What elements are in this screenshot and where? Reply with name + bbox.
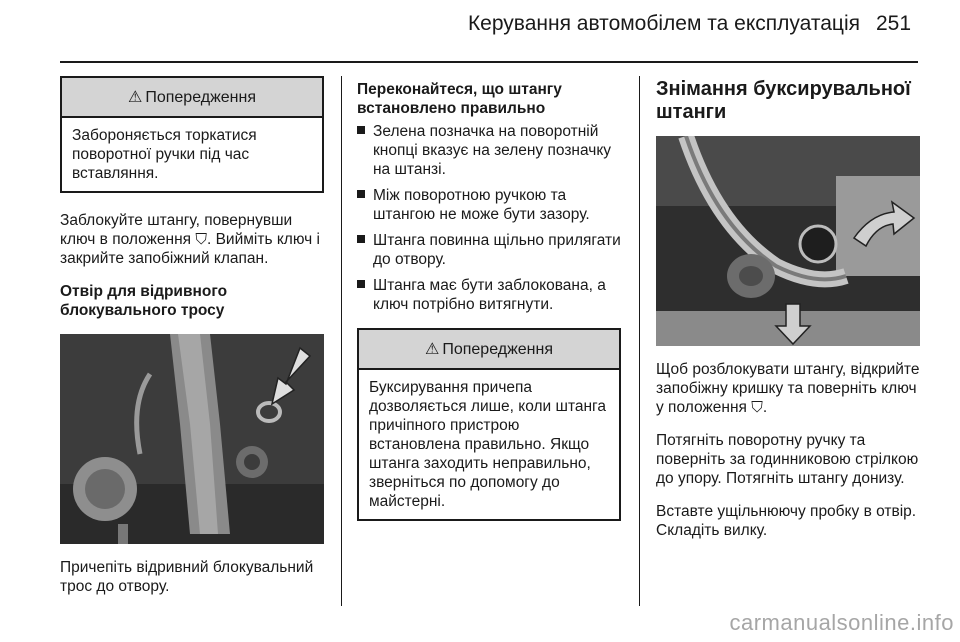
warning-title: Попередження — [442, 340, 554, 358]
list-item: Між поворотною ручкою та штангою не може бути зазору. — [357, 186, 621, 224]
photo-cable-eyelet — [60, 334, 324, 544]
subheading: Отвір для відривного блокувального тросу — [60, 283, 228, 319]
image-caption: Причепіть відривний блокувальний трос до отвору. — [60, 559, 314, 595]
bullet-icon — [357, 126, 365, 134]
section-title: Знімання буксирувальної штанги — [656, 78, 911, 123]
paragraph: Потягніть поворотну ручку та поверніть за годинниковою стрілкою до упору. Потягніть штангу донизу. — [656, 432, 919, 487]
paragraph: Вставте ущільнюючу пробку в отвір. Складіть вилку. — [656, 503, 917, 539]
warning-triangle-icon: ⚠ — [127, 88, 143, 106]
middle-column — [357, 80, 621, 537]
left-column — [60, 76, 324, 610]
page-number: 251 — [876, 12, 912, 35]
bullet-icon — [357, 280, 365, 288]
right-column — [656, 78, 922, 554]
paragraph: Щоб розблокувати штангу, відкрийте запобіжну кришку та поверніть ключ у положення ⛉. — [656, 361, 920, 416]
warning-box — [60, 76, 324, 193]
warning-box — [357, 328, 621, 521]
column-divider — [341, 76, 342, 606]
warning-text: Забороняється торкатися поворотної ручки під час вставляння. — [72, 127, 257, 182]
list-item: Штанга повинна щільно прилягати до отвору. — [357, 231, 621, 269]
warning-text: Буксирування причепа дозволяється лише, коли штанга причіпного пристрою встановлена правильно. Якщо штанга заходить неправильно, зверніться по допомогу до майстерні. — [369, 379, 606, 510]
bullet-icon — [357, 235, 365, 243]
paragraph: Заблокуйте штангу, повернувши ключ в положення ⛉. Вийміть ключ і закрийте запобіжний клапан. — [60, 212, 320, 267]
list-item: Штанга має бути заблокована, а ключ потрібно витягнути. — [357, 276, 621, 314]
page-title: Керування автомобілем та експлуатація — [467, 12, 860, 35]
list-item: Зелена позначка на поворотній кнопці вказує на зелену позначку на штанзі. — [357, 122, 621, 179]
warning-header — [62, 78, 322, 118]
checklist — [357, 122, 621, 314]
header-rule — [60, 61, 918, 63]
warning-triangle-icon: ⚠ — [424, 340, 440, 358]
photo-removing-bar — [656, 136, 920, 346]
subheading: Переконайтеся, що штангу встановлено правильно — [357, 81, 562, 117]
warning-header — [359, 330, 619, 370]
column-divider — [639, 76, 640, 606]
watermark: carmanualsonline.info — [729, 610, 954, 635]
bullet-icon — [357, 190, 365, 198]
warning-title: Попередження — [145, 88, 257, 106]
